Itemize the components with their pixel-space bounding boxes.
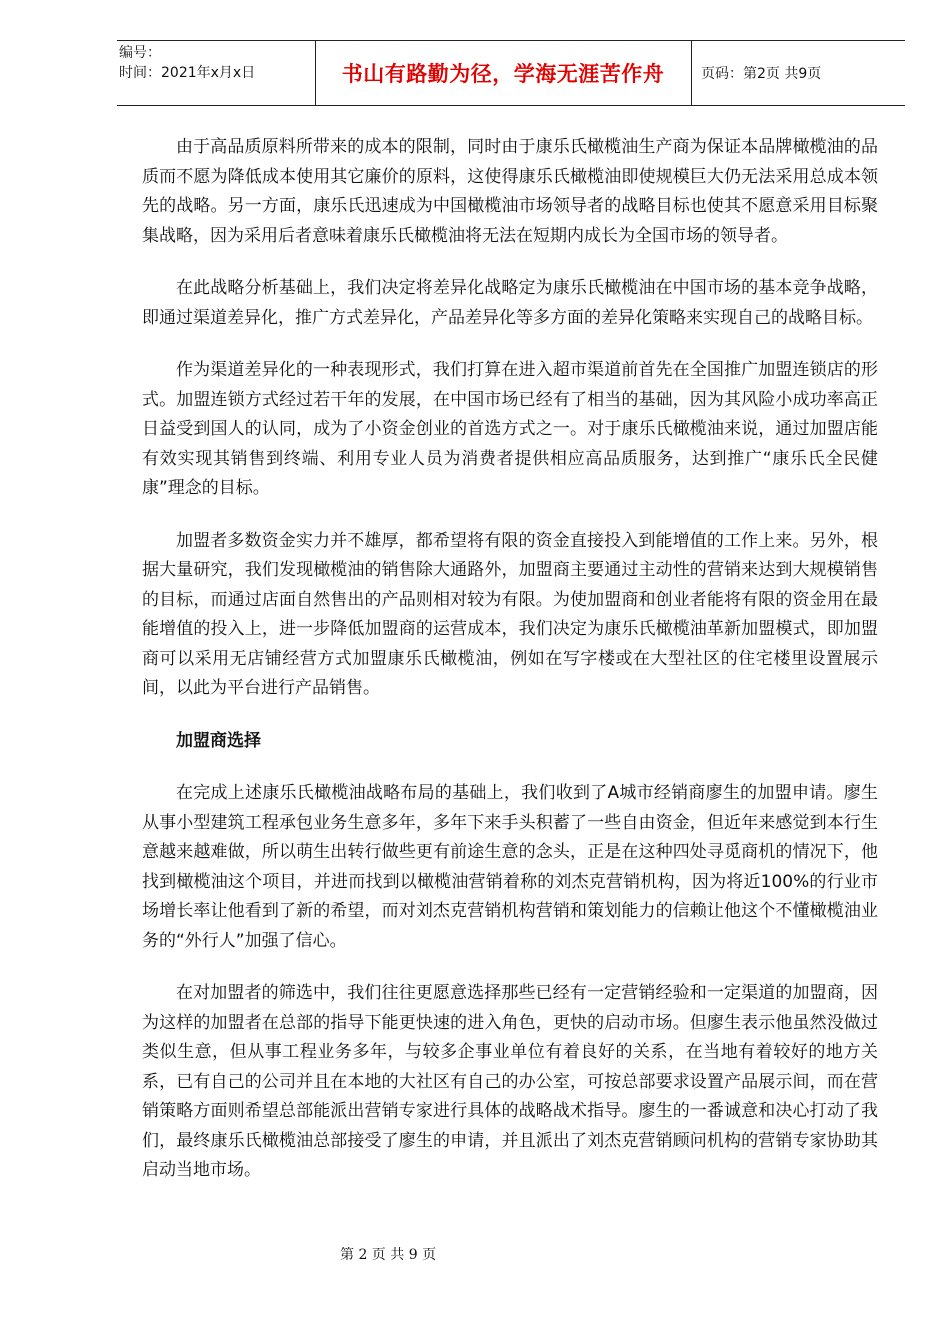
date-label: 时间：2021年x月x日 [119,65,256,81]
document-header [117,40,905,106]
header-meta [119,43,313,83]
document-body [142,133,878,1209]
section-heading: 加盟商选择 [176,730,261,751]
body-paragraph: 在完成上述康乐氏橄榄油战略布局的基础上，我们收到了A城市经销商廖生的加盟申请。廖生从事小型建筑工程承包业务生意多年，多年下来手头积蓄了一些自由资金，但近年来感觉到本行生意越来越难做，所以萌生出转行做些更有前途生意的念头，正是在这种四处寻觅商机的情况下，他找到橄榄油这个项目，并进而找到以橄榄油营销着称的刘杰克营销机构，因为将近100%的行业市场增长率让他看到了新的希望，而对刘杰克营销机构营销和策划能力的信赖让他这个不懂橄榄油业务的“外行人”加强了信心。 [142,783,878,951]
body-paragraph: 在对加盟者的筛选中，我们往往更愿意选择那些已经有一定营销经验和一定渠道的加盟商，因为这样的加盟者在总部的指导下能更快速的进入角色，更快的启动市场。但廖生表示他虽然没做过类似生意，但从事工程业务多年，与较多企事业单位有着良好的关系，在当地有着较好的地方关系，已有自己的公司并且在本地的大社区有自己的办公室，可按总部要求设置产品展示间，而在营销策略方面则希望总部能派出营销专家进行具体的战略战术指导。廖生的一番诚意和决心打动了我们，最终康乐氏橄榄油总部接受了廖生的申请，并且派出了刘杰克营销顾问机构的营销专家协助其启动当地市场。 [142,983,878,1180]
body-paragraph: 作为渠道差异化的一种表现形式，我们打算在进入超市渠道前首先在全国推广加盟连锁店的形式。加盟连锁方式经过若干年的发展，在中国市场已经有了相当的基础，因为其风险小成功率高正日益受到国人的认同，成为了小资金创业的首选方式之一。对于康乐氏橄榄油来说，通过加盟店能有效实现其销售到终端、利用专业人员为消费者提供相应高品质服务，达到推广“康乐氏全民健康”理念的目标。 [142,360,878,498]
body-paragraph: 加盟者多数资金实力并不雄厚，都希望将有限的资金直接投入到能增值的工作上来。另外，根据大量研究，我们发现橄榄油的销售除大通路外，加盟商主要通过主动性的营销来达到大规模销售的目标，而通过店面自然售出的产品则相对较为有限。为使加盟商和创业者能将有限的资金用在最能增值的投入上，进一步降低加盟商的运营成本，我们决定为康乐氏橄榄油革新加盟模式，即加盟商可以采用无店铺经营方式加盟康乐氏橄榄油，例如在写字楼或在大型社区的住宅楼里设置展示间，以此为平台进行产品销售。 [142,530,878,698]
header-motto: 书山有路勤为径，学海无涯苦作舟 [341,62,665,86]
serial-number-label: 编号： [119,45,161,61]
body-paragraph: 由于高品质原料所带来的成本的限制，同时由于康乐氏橄榄油生产商为保证本品牌橄榄油的品质而不愿为降低成本使用其它廉价的原料，这使得康乐氏橄榄油即使规模巨大仍无法采用总成本领先的战略。另一方面，康乐氏迅速成为中国橄榄油市场领导者的战略目标也使其不愿意采用目标聚集战略，因为采用后者意味着康乐氏橄榄油将无法在短期内成长为全国市场的领导者。 [142,137,878,246]
body-paragraph: 在此战略分析基础上，我们决定将差异化战略定为康乐氏橄榄油在中国市场的基本竞争战略，即通过渠道差异化，推广方式差异化，产品差异化等多方面的差异化策略来实现自己的战略目标。 [142,278,878,328]
header-page-code: 页码：第2页 共9页 [701,66,822,82]
page-footer-number: 第 2 页 共 9 页 [340,1247,437,1263]
